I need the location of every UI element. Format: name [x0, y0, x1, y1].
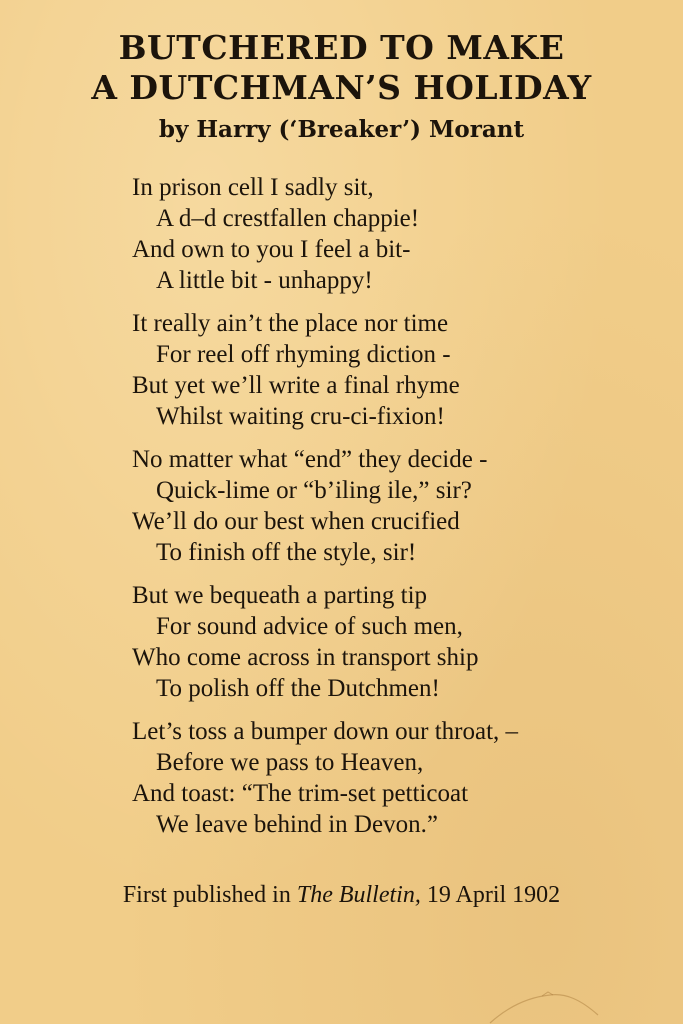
poem-line: Let’s toss a bumper down our throat, – [132, 718, 519, 745]
stanza-4 [132, 580, 652, 704]
poem-line: A little bit - unhappy! [156, 267, 373, 294]
publication-date: 19 April 1902 [420, 882, 561, 908]
stanza-5 [132, 716, 652, 840]
stanza-1 [132, 172, 652, 296]
stanza-2 [132, 308, 652, 432]
poem-line: Whilst waiting cru-ci-fixion! [156, 403, 445, 430]
stanza-3 [132, 444, 652, 568]
poem-line: And toast: “The trim-set petticoat [132, 780, 469, 807]
poem-line: In prison cell I sadly sit, [132, 174, 374, 201]
poem-line: Quick-lime or “b’iling ile,” sir? [156, 477, 472, 504]
publication-name: The Bulletin, [296, 882, 421, 908]
poem-line: And own to you I feel a bit- [132, 236, 411, 263]
poem-line: No matter what “end” they decide - [132, 446, 488, 473]
poem-line: For sound advice of such men, [156, 613, 463, 640]
publication-prefix: First published in [122, 882, 297, 908]
poem-line: To polish off the Dutchmen! [156, 675, 440, 702]
poem-line: Who come across in transport ship [132, 644, 479, 671]
byline: by Harry (‘Breaker’) Morant [158, 116, 525, 143]
poem-line: A d–d crestfallen chappie! [156, 205, 420, 232]
poem-line: For reel off rhyming diction - [156, 341, 451, 368]
poem-line: To finish off the style, sir! [156, 539, 417, 566]
poem-line: We’ll do our best when crucified [132, 508, 460, 535]
title-line-1: BUTCHERED TO MAKE [118, 28, 565, 67]
poem-line: But we bequeath a parting tip [132, 582, 428, 609]
poem-line: It really ain’t the place nor time [132, 310, 449, 337]
poem-line: Before we pass to Heaven, [156, 749, 424, 776]
poem-line: But yet we’ll write a final rhyme [132, 372, 460, 399]
paper-crease-mark [480, 975, 620, 1024]
title-line-2: A DUTCHMAN’S HOLIDAY [91, 68, 592, 107]
poem-line: We leave behind in Devon.” [156, 811, 438, 838]
poem [132, 172, 652, 852]
publication-note [0, 882, 683, 909]
